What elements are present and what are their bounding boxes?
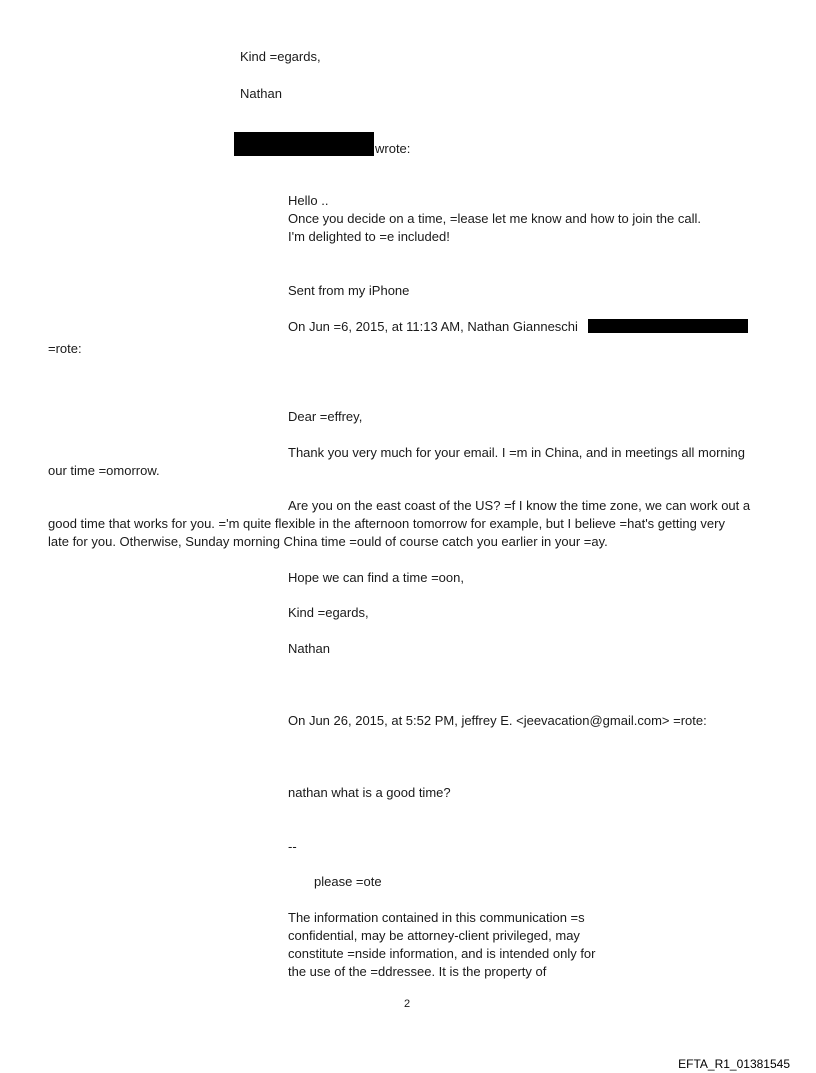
please-note-label: please =ote [314, 874, 382, 889]
paragraph-line: Thank you very much for your email. I =m in China, and in meetings all morning [288, 445, 746, 460]
message-body: nathan what is a good time? [288, 785, 451, 800]
disclaimer-line: the use of the =ddressee. It is the property of [288, 964, 547, 979]
signoff-kind-regards: Kind =egards, [288, 605, 369, 620]
reply-body [288, 192, 701, 246]
wrote-label: wrote: [375, 141, 411, 156]
paragraph-line: late for you. Otherwise, Sunday morning China time =ould of course catch you earlier in your =ay. [48, 534, 608, 549]
signoff-kind-regards: Kind =egards, [240, 49, 321, 64]
disclaimer-line: confidential, may be attorney-client privileged, may [288, 928, 580, 943]
redaction-box [234, 132, 374, 156]
paragraph-line: good time that works for you. ='m quite flexible in the afternoon tomorrow for example, but I believe =hat's getting very [48, 516, 725, 531]
page-number: 2 [404, 998, 411, 1010]
reply-line: Hello .. [288, 193, 329, 208]
signoff-name: Nathan [288, 641, 330, 656]
quote-header-jeffrey: On Jun 26, 2015, at 5:52 PM, jeffrey E. <jeevacation@gmail.com> =rote: [288, 713, 707, 728]
sent-from-line: Sent from my iPhone [288, 283, 410, 298]
document-id: EFTA_R1_01381545 [678, 1057, 790, 1071]
reply-line: I'm delighted to =e included! [288, 229, 450, 244]
closing-line: Hope we can find a time =oon, [288, 570, 464, 585]
paragraph-line: our time =omorrow. [48, 463, 160, 478]
redaction-box [588, 319, 748, 333]
wrote-label: =rote: [48, 341, 82, 356]
disclaimer-line: The information contained in this communication =s [288, 910, 585, 925]
disclaimer-line: constitute =nside information, and is intended only for [288, 946, 596, 961]
greeting: Dear =effrey, [288, 409, 363, 424]
quote-header-nathan: On Jun =6, 2015, at 11:13 AM, Nathan Gianneschi [288, 319, 578, 334]
reply-line: Once you decide on a time, =lease let me know and how to join the call. [288, 211, 701, 226]
signature-separator: -- [288, 839, 297, 854]
signoff-name: Nathan [240, 86, 282, 101]
disclaimer [288, 909, 596, 981]
paragraph-line: Are you on the east coast of the US? =f I know the time zone, we can work out a [288, 498, 751, 513]
